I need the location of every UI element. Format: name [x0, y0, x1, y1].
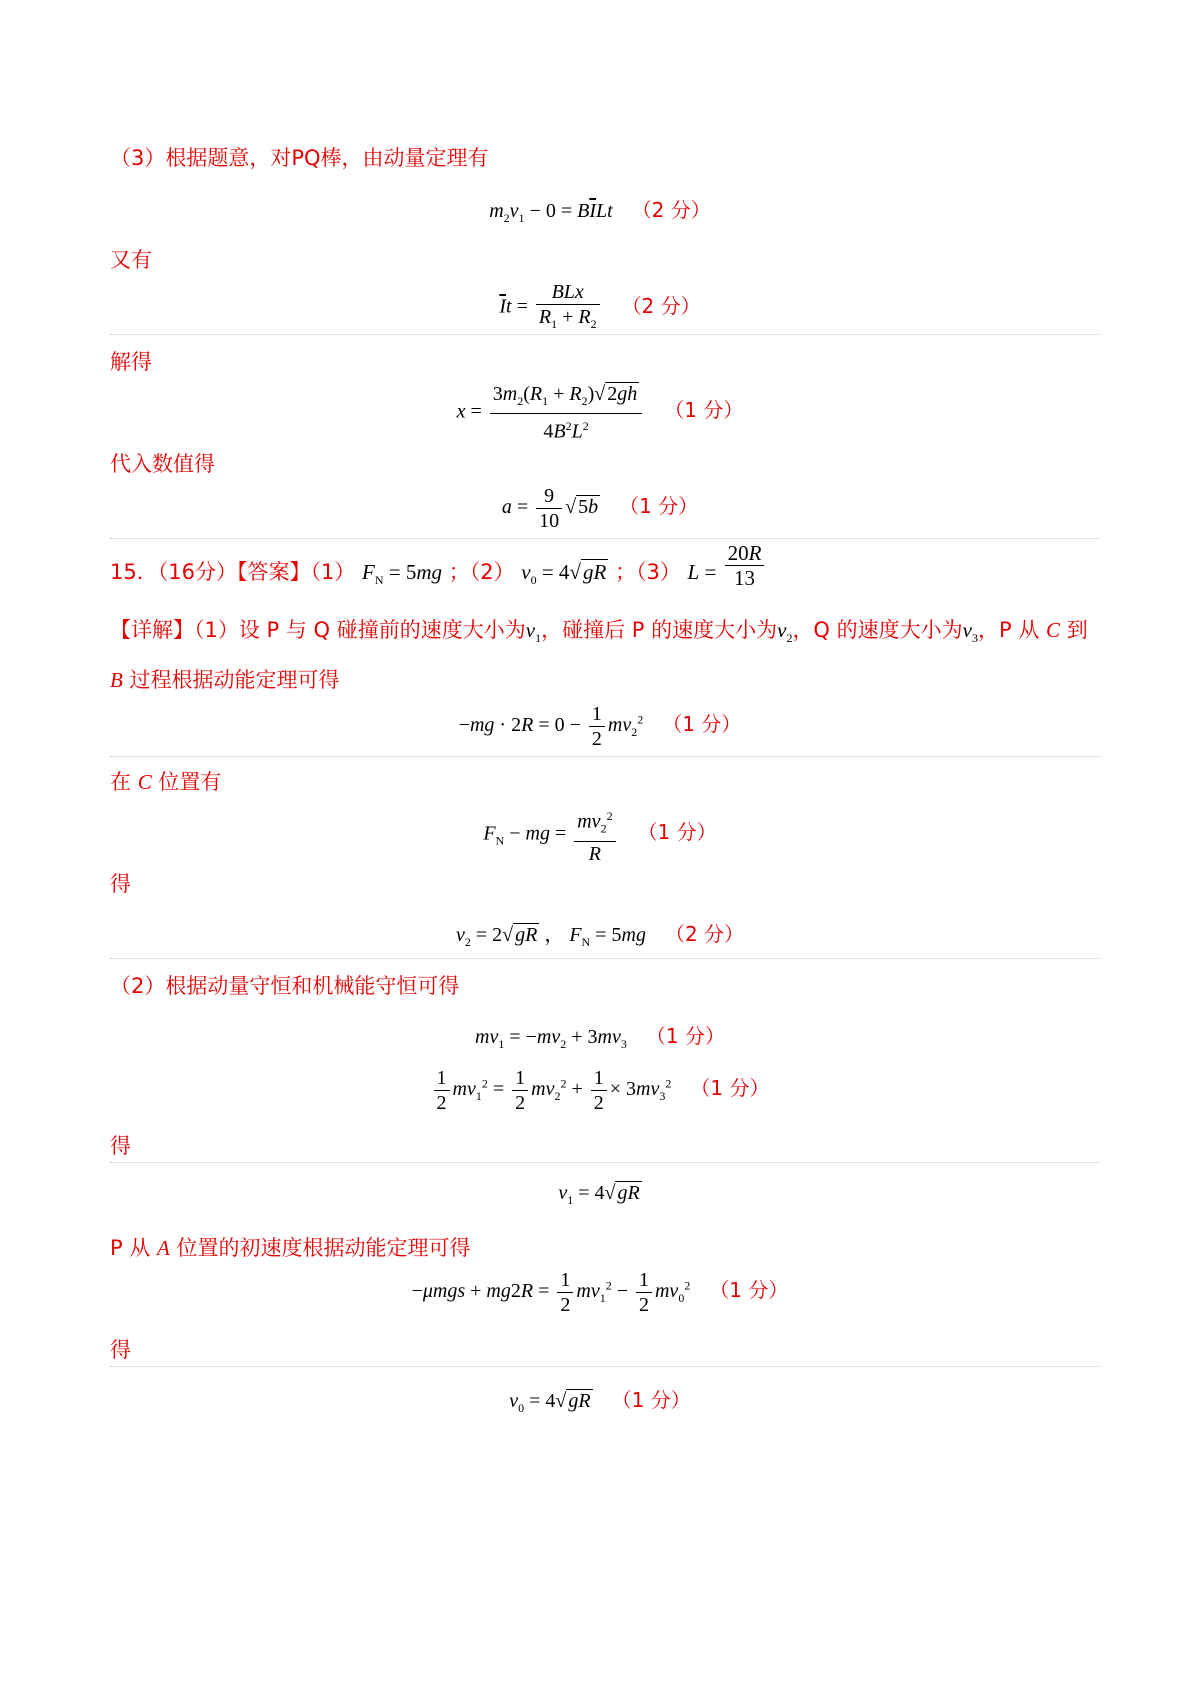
equation-energy-cb: −mg · 2R = 0 − $\frac{1}{2}$ $mv_2^2$ （1 分） [458, 703, 742, 750]
equation-normal-force: $F_N$ − mg = $\frac{mv_2^2}{R}$ （1 分） [0, 804, 1200, 866]
score: （2 分） [631, 198, 711, 222]
score: （1 分） [664, 398, 744, 423]
equation-v0: $v_0 = 4√$ gR （1 分） [509, 1388, 691, 1415]
line-again: 又有 [110, 248, 152, 272]
line-solve: 解得 [110, 350, 152, 374]
equation-x: x = $\frac{3m_2(R_1 + R_2)√ 2gh}{4B^2L^2}$ （1 分） [456, 383, 744, 443]
divider [110, 538, 1100, 539]
line-get1: 得 [110, 872, 131, 896]
line-detail: 【详解】（1）设 P 与 Q 碰撞前的速度大小为$v_1$，碰撞后 P 的速度大小为$v_2$，Q 的速度大小为$v_3$，P 从 C 到 [110, 618, 1088, 646]
equation-momentum: $m_2v_1 - 0 = B\overline{I}Lt$ （2 分） [489, 198, 711, 225]
line-substitute: 代入数值得 [110, 452, 215, 476]
line-intro3: （3）根据题意，对PQ棒，由动量定理有 [110, 146, 489, 170]
line-get3: 得 [110, 1338, 131, 1362]
score: （1 分） [637, 820, 717, 845]
score: （1 分） [662, 712, 742, 737]
score: （2 分） [621, 293, 701, 318]
score: （1 分） [645, 1024, 725, 1048]
equation-a: a = $\frac{9}{10}$ √ 5b （1 分） [501, 485, 699, 532]
line-get2: 得 [110, 1134, 131, 1158]
equation-charge: $\overline{I}t$ = $\frac{\text{BLx}}{R_1 + R_2}$ （2 分） [499, 281, 701, 331]
divider [110, 756, 1100, 757]
equation-v1: $v_1 = 4√$ gR [558, 1182, 640, 1207]
equation-energy-a: −μmgs + mg2R = $\frac{1}{2}$ $mv_1^2$ − $\frac{1}{2}$ $mv_0^2$ （1 分） [411, 1269, 789, 1316]
equation-momentum-conservation: $mv_1 = -mv_2 + 3mv_3$ （1 分） [475, 1024, 725, 1051]
equation-energy-conservation: $\frac{1}{2}$ $mv_1^2$ = $\frac{1}{2}$ $mv_2^2$ + $\frac{1}{2}$ × $3mv_3^2$ （1 分） [0, 1066, 1200, 1115]
line-q15-answer: 15．（16分）【答案】（1） $F_N = 5mg$ ；（2） $v_0 = 4√gR$ ；（3） L = $\frac{20R}{13}$ [110, 556, 767, 590]
divider [110, 334, 1100, 335]
line-detail-b: B 过程根据动能定理可得 [110, 668, 340, 692]
line-p-from-a: P 从 A 位置的初速度根据动能定理可得 [110, 1236, 471, 1260]
line-intro2: （2）根据动量守恒和机械能守恒可得 [110, 974, 460, 998]
score: （2 分） [664, 922, 745, 946]
line-at-c: 在 C 位置有 [110, 770, 222, 794]
score: （1 分） [709, 1278, 789, 1303]
divider [110, 1162, 1100, 1163]
score: （1 分） [690, 1076, 770, 1101]
divider [110, 958, 1100, 959]
score: （1 分） [611, 1388, 691, 1412]
equation-v2-fn: $v_2 = 2√$ gR ， $F_N = 5mg$ （2 分） [455, 922, 745, 949]
divider [110, 1366, 1100, 1367]
score: （1 分） [619, 494, 699, 519]
